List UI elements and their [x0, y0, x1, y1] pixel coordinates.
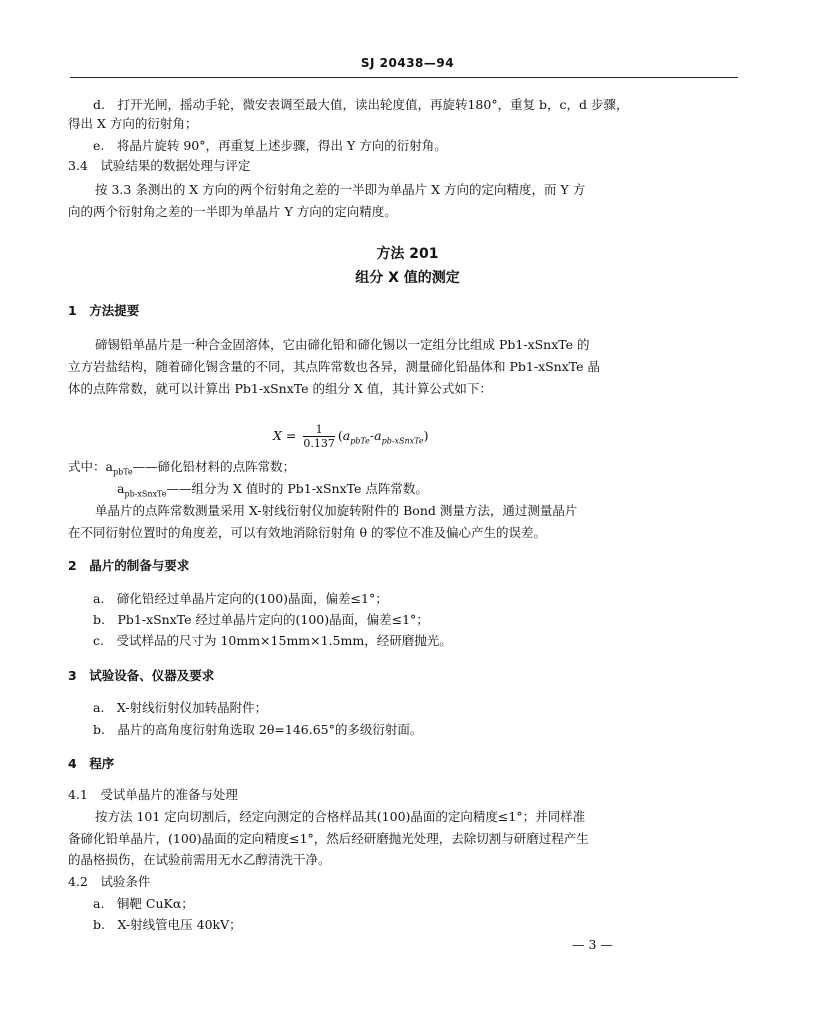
section-3-title: 3 试验设备、仪器及要求: [68, 668, 215, 683]
section-4-1-title: 4.1 受试单晶片的准备与处理: [68, 787, 238, 802]
section-3-a: a. X-射线衍射仪加转晶附件；: [93, 700, 268, 715]
formula-a2-sub: pb-xSnxTe: [381, 436, 424, 446]
header-rule: [70, 77, 738, 78]
standard-code-header: SJ 20438—94: [360, 56, 455, 70]
formula-a2: a: [374, 428, 382, 443]
section-2-c: c. 受试样品的尺寸为 10mm×15mm×1.5mm，经研磨抛光。: [93, 633, 452, 648]
section-4-1-p2: 备碲化铅单晶片，(100)晶面的定向精度≤1°，然后经研磨抛光处理，去除切割与研磨过程产生: [68, 831, 589, 846]
section-3-b: b. 晶片的高角度衍射角选取 2θ=146.65°的多级衍射面。: [93, 722, 423, 737]
section-1b-p2: 在不同衍射位置时的角度差，可以有效地消除衍射角 θ 的零位不准及偏心产生的误差。: [68, 525, 546, 540]
formula-a1: a: [342, 428, 351, 443]
formula-denominator: 0.137: [303, 437, 335, 450]
formula-fraction: [303, 423, 335, 450]
section-4-1-p3: 的晶格损伤，在试验前需用无水乙醇清洗干净。: [68, 852, 331, 867]
section-4-2-title: 4.2 试验条件: [68, 874, 151, 889]
composition-formula: X = $\frac{1}{0.137}$ $(a_{pbTe}-a_{pb-xSnxTe})$: [273, 423, 429, 450]
section-1-p1: 碲锡铅单晶片是一种合金固溶体，它由碲化铅和碲化锡以一定组分比组成 Pb1-xSnxTe 的: [95, 337, 590, 352]
formula-numerator: 1: [303, 423, 335, 437]
formula-minus: -: [369, 428, 375, 443]
method-title: 方法 201: [376, 246, 439, 262]
section-4-2-b: b. X-射线管电压 40kV；: [93, 917, 242, 932]
section-3-4-title: 3.4 试验结果的数据处理与评定: [68, 158, 251, 173]
section-1-title: 1 方法提要: [68, 303, 140, 318]
formula-lhs: X =: [273, 428, 297, 443]
where-line-2: $a_{pb-xSnxTe}——$组分为 X 值时的 Pb1-xSnxTe 点阵常数。: [117, 481, 428, 499]
section-1-p2: 立方岩盐结构，随着碲化锡含量的不同，其点阵常数也各异，测量碲化铅晶体和 Pb1-xSnxTe 晶: [68, 359, 601, 374]
section-2-a: a. 碲化铅经过单晶片定向的(100)晶面，偏差≤1°；: [93, 591, 388, 606]
section-4-1-p1: 按方法 101 定向切割后，经定向测定的合格样品其(100)晶面的定向精度≤1°；并同样准: [95, 809, 586, 824]
section-2-title: 2 晶片的制备与要求: [68, 558, 190, 573]
section-1b-p1: 单晶片的点阵常数测量采用 X-射线衍射仪加旋转附件的 Bond 测量方法，通过测量晶片: [95, 503, 578, 518]
formula-a1-sub: pbTe: [350, 436, 370, 446]
method-subtitle: 组分 X 值的测定: [355, 270, 460, 286]
section-2-b: b. Pb1-xSnxTe 经过单晶片定向的(100)晶面，偏差≤1°；: [93, 612, 429, 627]
page-number: — 3 —: [572, 937, 613, 952]
section-1-p3: 体的点阵常数，就可以计算出 Pb1-xSnxTe 的组分 X 值，其计算公式如下：: [68, 381, 492, 396]
item-d: d. 打开光闸，摇动手轮，微安表调至最大值，读出轮度值，再旋转180°，重复 b，c，d 步骤，: [93, 97, 629, 112]
section-4-2-a: a. 铜靶 CuKα；: [93, 896, 194, 911]
where-line-1: 式中：$a_{pbTe}——$碲化铅材料的点阵常数；: [68, 459, 296, 477]
item-e: e. 将晶片旋转 90°，再重复上述步骤，得出 Y 方向的衍射角。: [93, 138, 447, 153]
section-4-title: 4 程序: [68, 756, 115, 771]
item-d-cont: 得出 X 方向的衍射角；: [68, 116, 198, 131]
section-3-4-p2: 向的两个衍射角之差的一半即为单晶片 Y 方向的定向精度。: [68, 204, 397, 219]
section-3-4-p1: 按 3.3 条测出的 X 方向的两个衍射角之差的一半即为单晶片 X 方向的定向精度，而 Y 方: [95, 182, 586, 197]
